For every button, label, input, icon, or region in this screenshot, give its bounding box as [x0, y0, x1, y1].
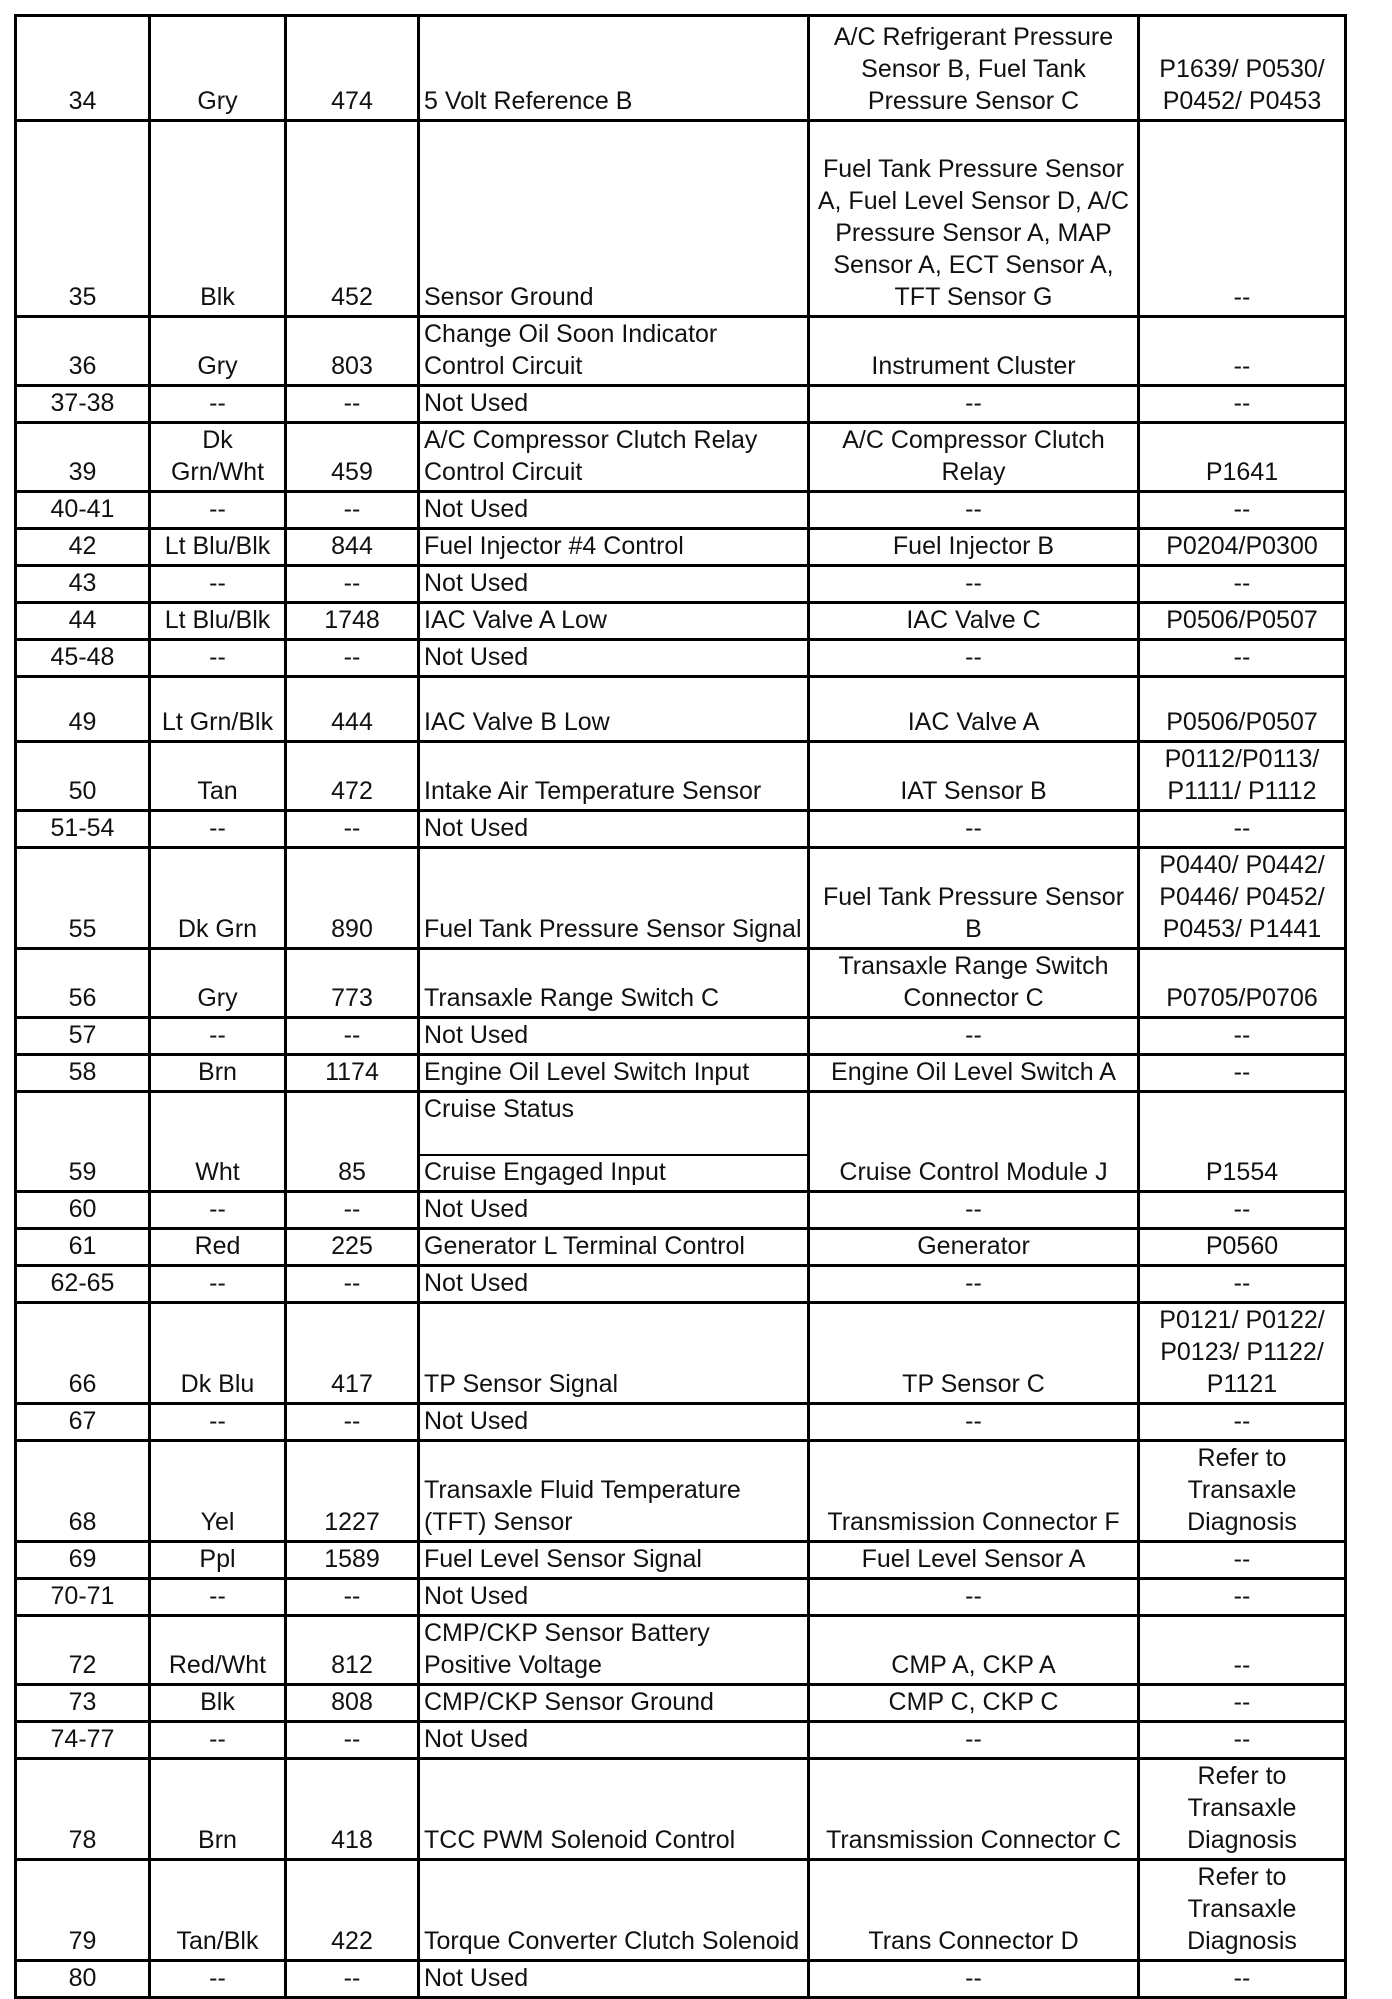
connector-cell: A/C Compressor Clutch Relay: [809, 423, 1139, 492]
table-row: [16, 1759, 1346, 1860]
connector-cell: IAC Valve A: [809, 677, 1139, 742]
dtc-cell: P1554: [1139, 1092, 1346, 1192]
circuit-number-cell: 1227: [286, 1441, 419, 1542]
dtc-cell: Refer to Transaxle Diagnosis: [1139, 1759, 1346, 1860]
table-row: [16, 1860, 1346, 1961]
table-row: [16, 529, 1346, 566]
wire-color-cell: Tan/Blk: [150, 1860, 286, 1961]
pin-cell: 60: [16, 1192, 150, 1229]
circuit-number-cell: --: [286, 640, 419, 677]
connector-cell: Transaxle Range Switch Connector C: [809, 949, 1139, 1018]
connector-cell: --: [809, 1722, 1139, 1759]
connector-cell: --: [809, 566, 1139, 603]
wire-color-cell: --: [150, 492, 286, 529]
dtc-cell: P0440/ P0442/ P0446/ P0452/ P0453/ P1441: [1139, 848, 1346, 949]
circuit-number-cell: 444: [286, 677, 419, 742]
function-cell: Not Used: [419, 1722, 809, 1759]
table-row: [16, 1685, 1346, 1722]
function-cell: Engine Oil Level Switch Input: [419, 1055, 809, 1092]
wire-color-cell: Dk Grn/Wht: [150, 423, 286, 492]
circuit-number-cell: 803: [286, 317, 419, 386]
circuit-number-cell: --: [286, 1018, 419, 1055]
wire-color-cell: Lt Blu/Blk: [150, 529, 286, 566]
table-row: [16, 640, 1346, 677]
pin-cell: 73: [16, 1685, 150, 1722]
connector-cell: --: [809, 1018, 1139, 1055]
pinout-table-body: [16, 16, 1346, 1998]
connector-cell: Fuel Injector B: [809, 529, 1139, 566]
circuit-number-cell: 1589: [286, 1542, 419, 1579]
wire-color-cell: Gry: [150, 317, 286, 386]
wire-color-cell: Lt Blu/Blk: [150, 603, 286, 640]
wire-color-cell: --: [150, 1404, 286, 1441]
circuit-number-cell: --: [286, 1404, 419, 1441]
table-row: [16, 386, 1346, 423]
pin-cell: 72: [16, 1616, 150, 1685]
table-row: [16, 1303, 1346, 1404]
pin-cell: 57: [16, 1018, 150, 1055]
circuit-number-cell: 773: [286, 949, 419, 1018]
pin-cell: 80: [16, 1961, 150, 1998]
wire-color-cell: --: [150, 1961, 286, 1998]
dtc-cell: P0705/P0706: [1139, 949, 1346, 1018]
dtc-cell: P0204/P0300: [1139, 529, 1346, 566]
table-row: [16, 1579, 1346, 1616]
table-row: [16, 1616, 1346, 1685]
dtc-cell: --: [1139, 1579, 1346, 1616]
function-cell: Fuel Level Sensor Signal: [419, 1542, 809, 1579]
table-row: [16, 1055, 1346, 1092]
pin-cell: 61: [16, 1229, 150, 1266]
circuit-number-cell: 452: [286, 121, 419, 317]
function-cell: Generator L Terminal Control: [419, 1229, 809, 1266]
wire-color-cell: Dk Grn: [150, 848, 286, 949]
pin-cell: 37-38: [16, 386, 150, 423]
wire-color-cell: Tan: [150, 742, 286, 811]
dtc-cell: P1641: [1139, 423, 1346, 492]
wire-color-cell: --: [150, 811, 286, 848]
function-cell: A/C Compressor Clutch Relay Control Circuit: [419, 423, 809, 492]
connector-cell: --: [809, 1266, 1139, 1303]
pin-cell: 42: [16, 529, 150, 566]
connector-cell: --: [809, 1961, 1139, 1998]
table-row: [16, 16, 1346, 121]
connector-cell: Cruise Control Module J: [809, 1092, 1139, 1192]
function-cell: IAC Valve B Low: [419, 677, 809, 742]
connector-cell: IAC Valve C: [809, 603, 1139, 640]
table-row: [16, 1229, 1346, 1266]
circuit-number-cell: 422: [286, 1860, 419, 1961]
pin-cell: 69: [16, 1542, 150, 1579]
function-cell: Fuel Injector #4 Control: [419, 529, 809, 566]
table-row: [16, 1441, 1346, 1542]
connector-cell: Transmission Connector F: [809, 1441, 1139, 1542]
circuit-number-cell: --: [286, 1266, 419, 1303]
function-cell: Intake Air Temperature Sensor: [419, 742, 809, 811]
table-row: [16, 949, 1346, 1018]
wire-color-cell: Dk Blu: [150, 1303, 286, 1404]
connector-cell: CMP A, CKP A: [809, 1616, 1139, 1685]
pin-cell: 67: [16, 1404, 150, 1441]
table-row: [16, 848, 1346, 949]
pin-cell: 78: [16, 1759, 150, 1860]
function-cell: 5 Volt Reference B: [419, 16, 809, 121]
table-row: [16, 811, 1346, 848]
function-cell: Not Used: [419, 386, 809, 423]
dtc-cell: P0506/P0507: [1139, 677, 1346, 742]
connector-cell: Fuel Level Sensor A: [809, 1542, 1139, 1579]
table-row: [16, 1266, 1346, 1303]
connector-cell: CMP C, CKP C: [809, 1685, 1139, 1722]
dtc-cell: P0112/P0113/ P1111/ P1112: [1139, 742, 1346, 811]
dtc-cell: Refer to Transaxle Diagnosis: [1139, 1441, 1346, 1542]
function-cell: IAC Valve A Low: [419, 603, 809, 640]
circuit-number-cell: 808: [286, 1685, 419, 1722]
circuit-number-cell: --: [286, 811, 419, 848]
pin-cell: 66: [16, 1303, 150, 1404]
pin-cell: 36: [16, 317, 150, 386]
dtc-cell: --: [1139, 640, 1346, 677]
wire-color-cell: Red: [150, 1229, 286, 1266]
dtc-cell: --: [1139, 1018, 1346, 1055]
connector-cell: A/C Refrigerant Pressure Sensor B, Fuel Tank Pressure Sensor C: [809, 16, 1139, 121]
connector-cell: --: [809, 811, 1139, 848]
connector-cell: --: [809, 1579, 1139, 1616]
connector-cell: Generator: [809, 1229, 1139, 1266]
pin-cell: 39: [16, 423, 150, 492]
dtc-cell: --: [1139, 566, 1346, 603]
pin-cell: 62-65: [16, 1266, 150, 1303]
wire-color-cell: Brn: [150, 1759, 286, 1860]
pin-cell: 34: [16, 16, 150, 121]
circuit-number-cell: --: [286, 1192, 419, 1229]
table-row: [16, 1192, 1346, 1229]
pinout-table: [14, 14, 1347, 1999]
function-cell: Torque Converter Clutch Solenoid: [419, 1860, 809, 1961]
table-row: [16, 492, 1346, 529]
circuit-number-cell: --: [286, 386, 419, 423]
circuit-number-cell: 472: [286, 742, 419, 811]
wire-color-cell: --: [150, 566, 286, 603]
dtc-cell: --: [1139, 1961, 1346, 1998]
circuit-number-cell: --: [286, 1722, 419, 1759]
function-cell: Not Used: [419, 566, 809, 603]
circuit-number-cell: --: [286, 492, 419, 529]
connector-cell: TP Sensor C: [809, 1303, 1139, 1404]
wire-color-cell: --: [150, 1192, 286, 1229]
circuit-number-cell: 417: [286, 1303, 419, 1404]
circuit-number-cell: --: [286, 566, 419, 603]
function-subitem: Cruise Status: [424, 1095, 575, 1123]
dtc-cell: --: [1139, 1616, 1346, 1685]
connector-cell: --: [809, 1404, 1139, 1441]
dtc-cell: P1639/ P0530/ P0452/ P0453: [1139, 16, 1346, 121]
table-row: [16, 1404, 1346, 1441]
connector-cell: Fuel Tank Pressure Sensor B: [809, 848, 1139, 949]
dtc-cell: P0506/P0507: [1139, 603, 1346, 640]
table-row: [16, 1092, 1346, 1192]
table-row: [16, 1542, 1346, 1579]
wire-color-cell: --: [150, 1266, 286, 1303]
function-cell: Not Used: [419, 1961, 809, 1998]
wire-color-cell: Brn: [150, 1055, 286, 1092]
dtc-cell: --: [1139, 317, 1346, 386]
connector-cell: Instrument Cluster: [809, 317, 1139, 386]
wire-color-cell: Wht: [150, 1092, 286, 1192]
function-cell: Not Used: [419, 640, 809, 677]
pin-cell: 45-48: [16, 640, 150, 677]
circuit-number-cell: 812: [286, 1616, 419, 1685]
table-row: [16, 603, 1346, 640]
function-cell: Not Used: [419, 1579, 809, 1616]
function-cell: Transaxle Range Switch C: [419, 949, 809, 1018]
table-row: [16, 677, 1346, 742]
function-cell: Fuel Tank Pressure Sensor Signal: [419, 848, 809, 949]
table-row: [16, 423, 1346, 492]
dtc-cell: P0560: [1139, 1229, 1346, 1266]
table-row: [16, 1722, 1346, 1759]
pin-cell: 70-71: [16, 1579, 150, 1616]
wire-color-cell: Ppl: [150, 1542, 286, 1579]
pin-cell: 40-41: [16, 492, 150, 529]
dtc-cell: Refer to Transaxle Diagnosis: [1139, 1860, 1346, 1961]
dtc-cell: --: [1139, 1266, 1346, 1303]
function-cell: Not Used: [419, 811, 809, 848]
wire-color-cell: Blk: [150, 121, 286, 317]
table-row: [16, 317, 1346, 386]
wire-color-cell: --: [150, 1722, 286, 1759]
connector-cell: IAT Sensor B: [809, 742, 1139, 811]
wire-color-cell: --: [150, 386, 286, 423]
function-cell: Change Oil Soon Indicator Control Circuit: [419, 317, 809, 386]
dtc-cell: --: [1139, 121, 1346, 317]
wire-color-cell: --: [150, 1579, 286, 1616]
circuit-number-cell: 225: [286, 1229, 419, 1266]
circuit-number-cell: --: [286, 1961, 419, 1998]
circuit-number-cell: 890: [286, 848, 419, 949]
pin-cell: 55: [16, 848, 150, 949]
pin-cell: 56: [16, 949, 150, 1018]
function-cell: CMP/CKP Sensor Battery Positive Voltage: [419, 1616, 809, 1685]
pin-cell: 74-77: [16, 1722, 150, 1759]
wire-color-cell: --: [150, 1018, 286, 1055]
table-row: [16, 1018, 1346, 1055]
function-cell: [419, 1092, 809, 1192]
wire-color-cell: Gry: [150, 16, 286, 121]
wire-color-cell: Red/Wht: [150, 1616, 286, 1685]
table-row: [16, 1961, 1346, 1998]
circuit-number-cell: 474: [286, 16, 419, 121]
wire-color-cell: Blk: [150, 1685, 286, 1722]
connector-cell: Fuel Tank Pressure Sensor A, Fuel Level Sensor D, A/C Pressure Sensor A, MAP Sensor A, ECT Sensor A, TFT Sensor G: [809, 121, 1139, 317]
pin-cell: 49: [16, 677, 150, 742]
dtc-cell: --: [1139, 386, 1346, 423]
pin-cell: 43: [16, 566, 150, 603]
connector-cell: Trans Connector D: [809, 1860, 1139, 1961]
circuit-number-cell: 418: [286, 1759, 419, 1860]
function-cell: Not Used: [419, 1404, 809, 1441]
pin-cell: 44: [16, 603, 150, 640]
circuit-number-cell: --: [286, 1579, 419, 1616]
table-row: [16, 121, 1346, 317]
circuit-number-cell: 1174: [286, 1055, 419, 1092]
function-cell: Sensor Ground: [419, 121, 809, 317]
pin-cell: 51-54: [16, 811, 150, 848]
connector-cell: --: [809, 1192, 1139, 1229]
connector-cell: --: [809, 386, 1139, 423]
function-cell: Not Used: [419, 1266, 809, 1303]
dtc-cell: --: [1139, 1542, 1346, 1579]
function-cell: Not Used: [419, 492, 809, 529]
function-cell: Not Used: [419, 1018, 809, 1055]
pin-cell: 59: [16, 1092, 150, 1192]
function-cell: Not Used: [419, 1192, 809, 1229]
table-row: [16, 742, 1346, 811]
circuit-number-cell: 844: [286, 529, 419, 566]
function-subitem: Cruise Engaged Input: [420, 1154, 807, 1190]
dtc-cell: --: [1139, 492, 1346, 529]
pin-cell: 35: [16, 121, 150, 317]
function-cell: CMP/CKP Sensor Ground: [419, 1685, 809, 1722]
connector-cell: Engine Oil Level Switch A: [809, 1055, 1139, 1092]
connector-cell: --: [809, 492, 1139, 529]
dtc-cell: P0121/ P0122/ P0123/ P1122/ P1121: [1139, 1303, 1346, 1404]
connector-cell: --: [809, 640, 1139, 677]
table-row: [16, 566, 1346, 603]
function-cell: Transaxle Fluid Temperature (TFT) Sensor: [419, 1441, 809, 1542]
circuit-number-cell: 459: [286, 423, 419, 492]
wire-color-cell: Yel: [150, 1441, 286, 1542]
wire-color-cell: --: [150, 640, 286, 677]
pin-cell: 79: [16, 1860, 150, 1961]
dtc-cell: --: [1139, 811, 1346, 848]
function-cell: TP Sensor Signal: [419, 1303, 809, 1404]
dtc-cell: --: [1139, 1192, 1346, 1229]
function-cell: TCC PWM Solenoid Control: [419, 1759, 809, 1860]
pin-cell: 50: [16, 742, 150, 811]
wire-color-cell: Lt Grn/Blk: [150, 677, 286, 742]
dtc-cell: --: [1139, 1404, 1346, 1441]
circuit-number-cell: 85: [286, 1092, 419, 1192]
dtc-cell: --: [1139, 1722, 1346, 1759]
connector-cell: Transmission Connector C: [809, 1759, 1139, 1860]
dtc-cell: --: [1139, 1055, 1346, 1092]
pin-cell: 58: [16, 1055, 150, 1092]
dtc-cell: --: [1139, 1685, 1346, 1722]
pin-cell: 68: [16, 1441, 150, 1542]
circuit-number-cell: 1748: [286, 603, 419, 640]
wire-color-cell: Gry: [150, 949, 286, 1018]
